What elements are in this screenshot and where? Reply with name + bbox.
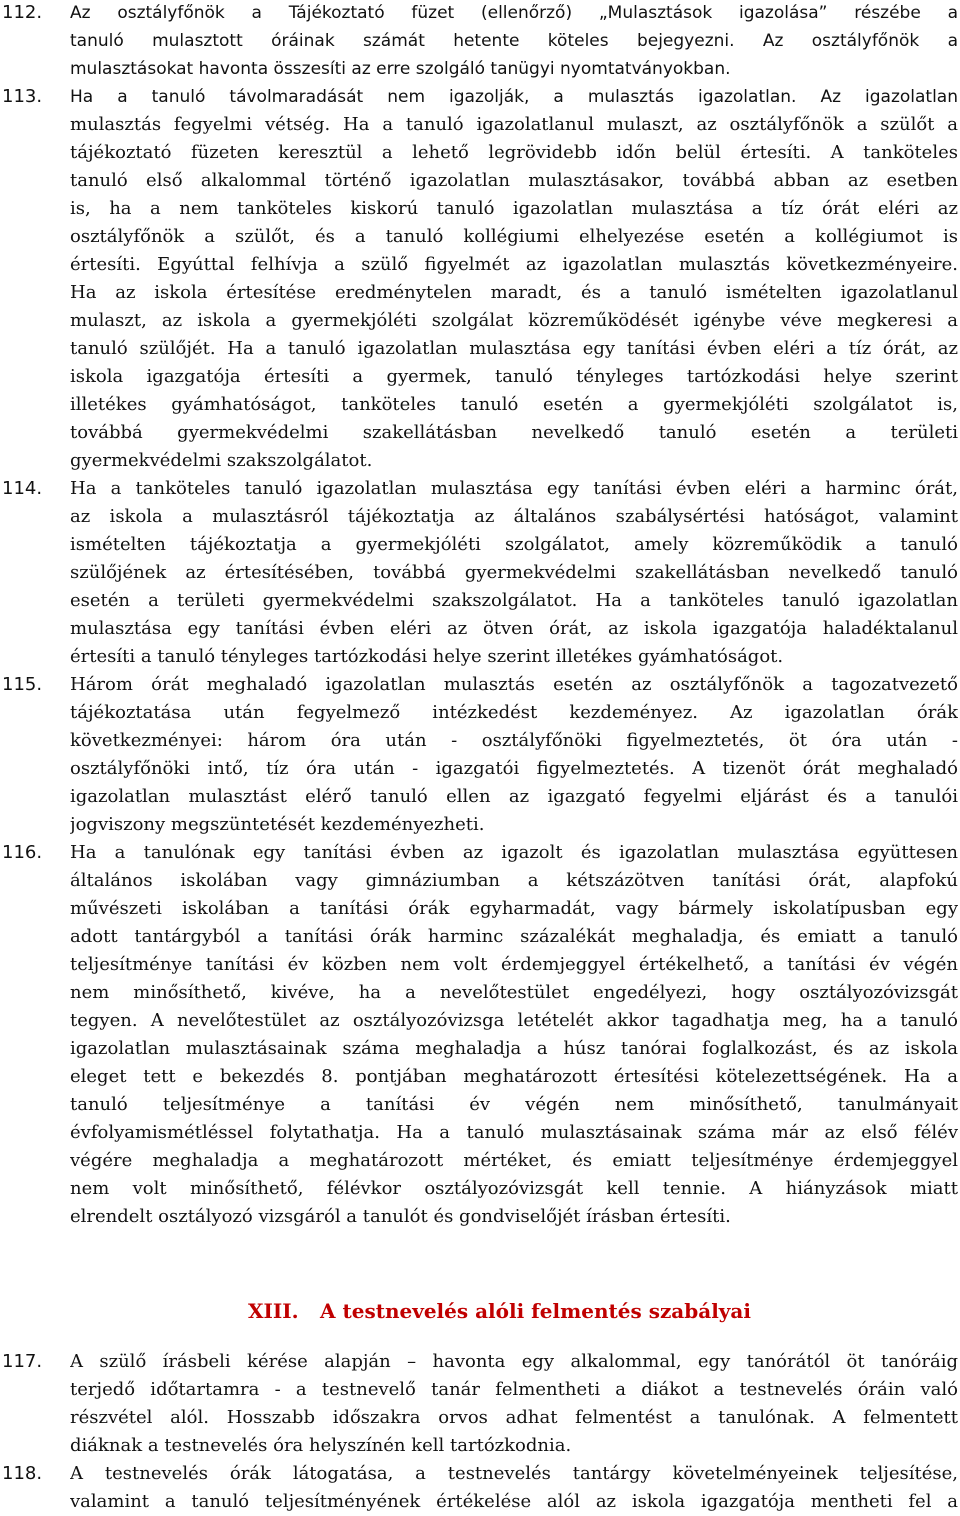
paragraph-line: iskola igazgatója értesíti a gyermek, tanuló tényleges tartózkodási helye szerint <box>70 366 958 387</box>
paragraph-line: szülőjének az értesítésében, továbbá gyermekvédelmi szakellátásban nevelkedő tanuló <box>70 562 958 583</box>
paragraph-line: eleget tett e bekezdés 8. pontjában meghatározott értesítési kötelezettségének. Ha a <box>70 1066 958 1087</box>
paragraph-line: tájékoztató füzeten keresztül a lehető legrövidebb időn belül értesíti. A tanköteles <box>70 142 958 163</box>
paragraph-number: 114. <box>2 478 43 499</box>
section-heading <box>248 1296 751 1326</box>
paragraph-line: tájékoztatása után fegyelmező intézkedést kezdeményez. Az igazolatlan órák <box>70 702 958 723</box>
paragraph-line: nem volt minősíthető, félévkor osztályozóvizsgát kell tennie. A hiányzások miatt <box>70 1178 958 1199</box>
paragraph-line: illetékes gyámhatóságot, tanköteles tanuló esetén a gyermekjóléti szolgálatot is, <box>70 394 958 415</box>
paragraph-line: ismételten tájékoztatja a gyermekjóléti szolgálatot, amely közreműködik a tanuló <box>70 534 958 555</box>
paragraph-line: Három órát meghaladó igazolatlan mulasztás esetén az osztályfőnök a tagozatvezető <box>70 674 958 695</box>
paragraph-line: részvétel alól. Hosszabb időszakra orvos adhat felmentést a tanulónak. A felmentett <box>70 1407 958 1428</box>
paragraph-line: művészeti iskolában a tanítási órák egyharmadát, vagy bármely iskolatípusban egy <box>70 898 958 919</box>
paragraph-line: az iskola a mulasztásról tájékoztatja az általános szabálysértési hatóságot, valamint <box>70 506 958 527</box>
paragraph-line: A szülő írásbeli kérése alapján – havonta egy alkalommal, egy tanórától öt tanóráig <box>70 1351 958 1372</box>
section-number: XIII. <box>248 1299 299 1323</box>
paragraph-line: évfolyamismétléssel folytathatja. Ha a tanuló mulasztásainak száma már az első félév <box>70 1122 958 1143</box>
paragraph-line: nem minősíthető, kivéve, ha a nevelőtestület engedélyezi, hogy osztályozóvizsgát <box>70 982 958 1003</box>
paragraph-line: jogviszony megszüntetését kezdeményezheti. <box>70 814 485 835</box>
paragraph-line: mulasztása egy tanítási évben eléri az ötven órát, az iskola igazgatója haladéktalanul <box>70 618 958 639</box>
paragraph-number: 113. <box>2 86 43 107</box>
paragraph-line: osztályfőnök a szülőt, és a tanuló kollégiumi elhelyezése esetén a kollégiumot is <box>70 226 958 247</box>
paragraph-line: Az osztályfőnök a Tájékoztató füzet (ellenőrző) „Mulasztások igazolása” részébe a <box>70 3 958 23</box>
paragraph-line: adott tantárgyból a tanítási órák harminc százalékát meghaladja, és emiatt a tanuló <box>70 926 958 947</box>
paragraph-line: igazolatlan mulasztást elérő tanuló ellen az igazgató fegyelmi eljárást és a tanulói <box>70 786 958 807</box>
paragraph-line: tanuló mulasztott óráinak számát hetente köteles bejegyezni. Az osztályfőnök a <box>70 31 958 51</box>
paragraph-line: valamint a tanuló teljesítményének értékelése alól az iskola igazgatója mentheti fel a <box>70 1491 958 1512</box>
paragraph-line: értesíti. Egyúttal felhívja a szülő figyelmét az igazolatlan mulasztás következményeire. <box>70 254 958 275</box>
paragraph-number: 115. <box>2 674 43 695</box>
paragraph-line: esetén a területi gyermekvédelmi szakszolgálatot. Ha a tanköteles tanuló igazolatlan <box>70 590 958 611</box>
paragraph-line: tanuló teljesítménye a tanítási év végén nem minősíthető, tanulmányait <box>70 1094 958 1115</box>
paragraph-line: általános iskolában vagy gimnáziumban a kétszázötven tanítási órát, alapfokú <box>70 870 958 891</box>
paragraph-line: mulasztásokat havonta összesíti az erre szolgáló tanügyi nyomtatványokban. <box>70 59 731 79</box>
paragraph-line: is, ha a nem tanköteles kiskorú tanuló igazolatlan mulasztása a tíz órát eléri az <box>70 198 958 219</box>
paragraph-line: továbbá gyermekvédelmi szakellátásban nevelkedő tanuló esetén a területi <box>70 422 958 443</box>
paragraph-line: Ha a tanuló távolmaradását nem igazolják, a mulasztás igazolatlan. Az igazolatlan <box>70 87 958 107</box>
paragraph-line: teljesítménye tanítási év közben nem volt érdemjeggyel értékelhető, a tanítási év végén <box>70 954 958 975</box>
paragraph-number: 116. <box>2 842 43 863</box>
paragraph-line: végére meghaladja a meghatározott mértéket, és emiatt teljesítménye érdemjeggyel <box>70 1150 958 1171</box>
section-title: A testnevelés alóli felmentés szabályai <box>320 1299 751 1323</box>
paragraph-line: tegyen. A nevelőtestület az osztályozóvizsga letételét akkor tagadhatja meg, ha a tanuló <box>70 1010 958 1031</box>
paragraph-line: tanuló szülőjét. Ha a tanuló igazolatlan mulasztása egy tanítási évben eléri a tíz órát, az <box>70 338 958 359</box>
paragraph-line: igazolatlan mulasztásainak száma meghaladja a húsz tanórai foglalkozást, és az iskola <box>70 1038 958 1059</box>
paragraph-line: Ha a tanulónak egy tanítási évben az igazolt és igazolatlan mulasztása együttesen <box>70 842 958 863</box>
paragraph-line: mulaszt, az iskola a gyermekjóléti szolgálat közreműködését igénybe véve megkeresi a <box>70 310 958 331</box>
paragraph-line: értesíti a tanuló tényleges tartózkodási helye szerint illetékes gyámhatóságot. <box>70 646 784 667</box>
paragraph-line: elrendelt osztályozó vizsgáról a tanulót és gondviselőjét írásban értesíti. <box>70 1206 731 1227</box>
paragraph-line: terjedő időtartamra - a testnevelő tanár felmentheti a diákot a testnevelés óráin való <box>70 1379 958 1400</box>
paragraph-line: következményei: három óra után - osztályfőnöki figyelmeztetés, öt óra után - <box>70 730 958 751</box>
paragraph-line: osztályfőnöki intő, tíz óra után - igazgatói figyelmeztetés. A tizenöt órát meghaladó <box>70 758 958 779</box>
paragraph-number: 117. <box>2 1351 43 1372</box>
paragraph-line: mulasztás fegyelmi vétség. Ha a tanuló igazolatlanul mulaszt, az osztályfőnök a szülőt a <box>70 114 958 135</box>
paragraph-number: 118. <box>2 1463 43 1484</box>
paragraph-line: diáknak a testnevelés óra helyszínén kell tartózkodnia. <box>70 1435 572 1456</box>
paragraph-number: 112. <box>2 2 43 23</box>
paragraph-line: Ha a tanköteles tanuló igazolatlan mulasztása egy tanítási évben eléri a harminc órát, <box>70 478 958 499</box>
paragraph-line: A testnevelés órák látogatása, a testnevelés tantárgy követelményeinek teljesítése, <box>70 1463 958 1484</box>
paragraph-line: Ha az iskola értesítése eredménytelen maradt, és a tanuló ismételten igazolatlanul <box>70 282 958 303</box>
paragraph-line: tanuló első alkalommal történő igazolatlan mulasztásakor, továbbá abban az esetben <box>70 170 958 191</box>
paragraph-line: gyermekvédelmi szakszolgálatot. <box>70 450 373 471</box>
